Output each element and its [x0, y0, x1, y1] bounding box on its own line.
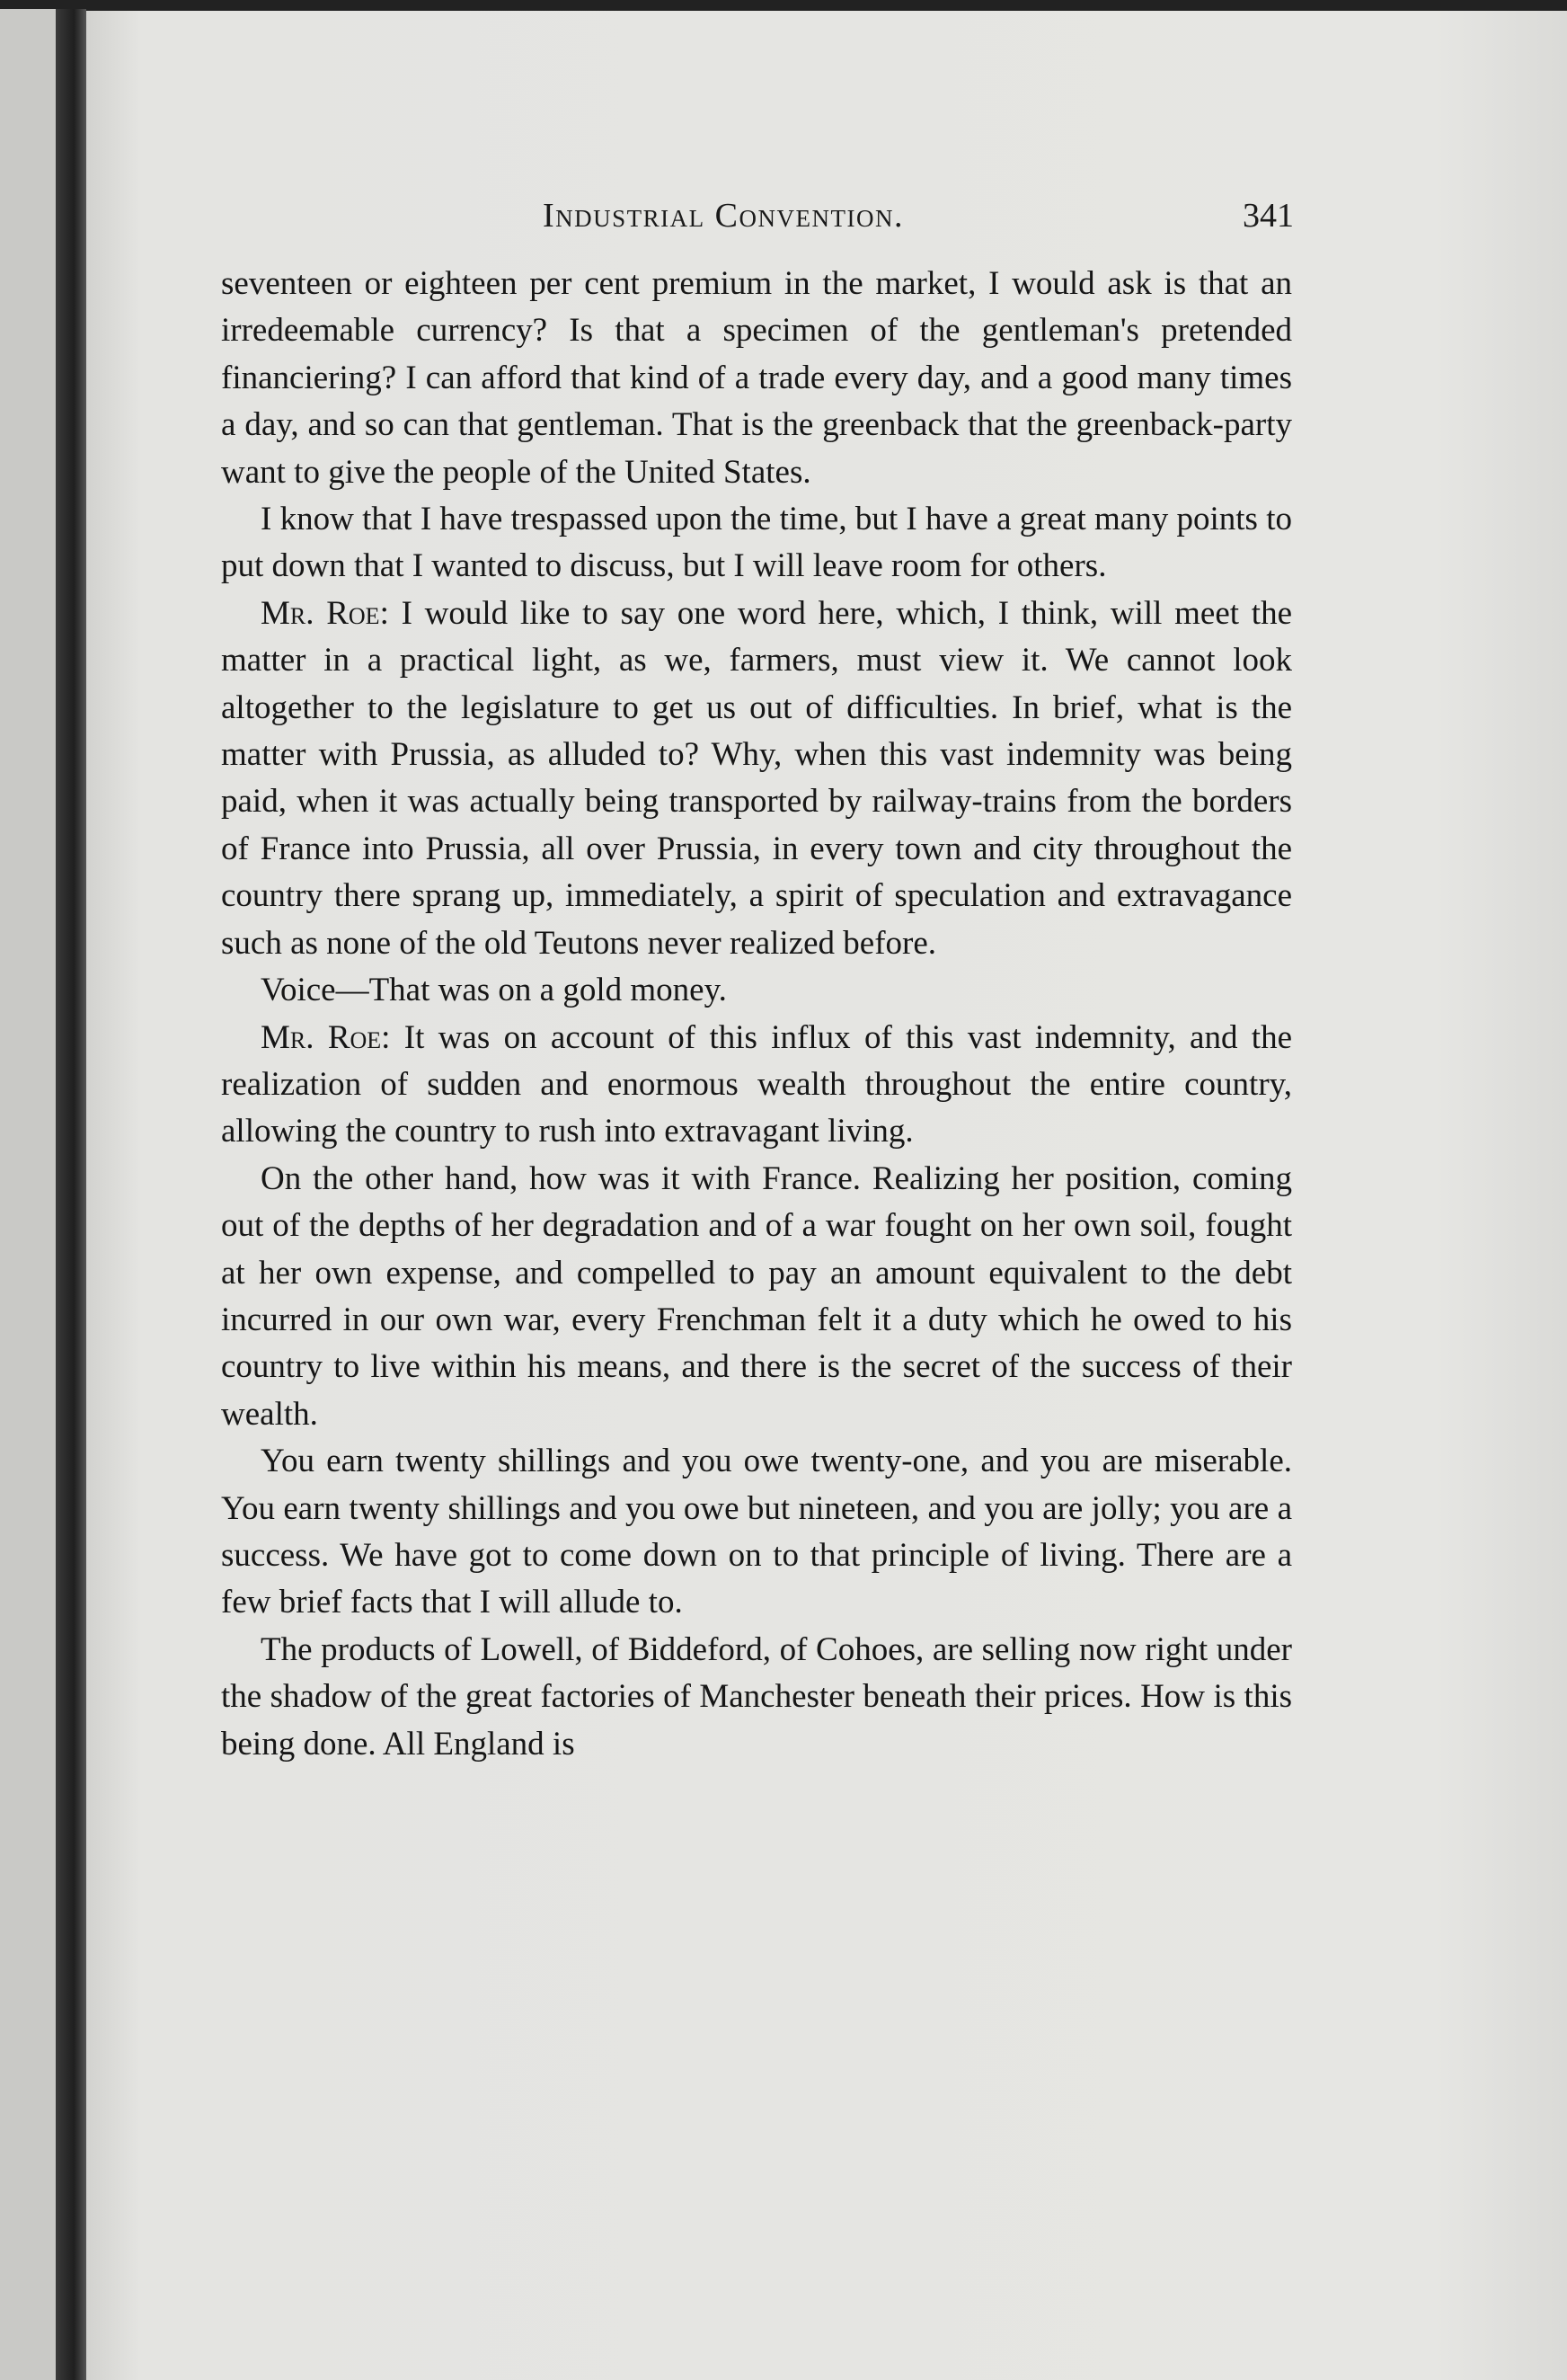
speaker-label: Mr. Roe:: [261, 1018, 391, 1056]
paragraph-text: I would like to say one word here, which, I think, will meet the matter in a practical light, as we, farmers, must view it. We cannot look altogether to the legislature to get us out of difficulties. In brief, what is the matter with Prussia, as alluded to? Why, when this vast indemnity was being paid, when it was actually being transported by railway-trains from the borders of France into Prussia, all over Prussia, in every town and city throughout the country there sprang up, immediately, a spirit of speculation and extravagance such as none of the old Teutons never realized before.: [221, 594, 1292, 962]
paragraph-8: [221, 1627, 1292, 1768]
paragraph-text: Voice—That was on a gold money.: [261, 972, 727, 1009]
paragraph-text: I know that I have trespassed upon the time, but I have a great many points to put down that I wanted to discuss, but I will leave room for others.: [221, 501, 1292, 585]
scan-left-margin: [0, 9, 56, 2380]
paragraph-5: [221, 1015, 1292, 1156]
paragraph-text: The products of Lowell, of Biddeford, of Cohoes, are selling now right under the shadow of the great factories of Manchester beneath their prices. How is this being done. All England is: [221, 1630, 1292, 1763]
scan-top-edge: [0, 0, 1567, 11]
body-text: [221, 261, 1292, 1768]
paragraph-2: [221, 496, 1292, 591]
page-header: [543, 196, 1294, 243]
paragraph-text: You earn twenty shillings and you owe twenty-one, and you are miserable. You earn twenty shillings and you owe but nineteen, and you are jolly; you are a success. We have got to come down on to that principle of living. There are a few brief facts that I will allude to.: [221, 1443, 1292, 1621]
speaker-label: Mr. Roe:: [261, 594, 389, 632]
paragraph-text: It was on account of this influx of this vast indemnity, and the realization of sudden and enormous wealth throughout the entire country, allowing the country to rush into extravagant living.: [221, 1018, 1293, 1150]
running-head: Industrial Convention.: [543, 197, 904, 235]
paragraph-4: [221, 967, 1292, 1014]
paragraph-6: [221, 1156, 1292, 1438]
book-binding-shadow: [56, 9, 86, 2380]
paragraph-text: seventeen or eighteen per cent premium in the market, I would ask is that an irredeemable currency? Is that a specimen of the gentleman's pretended financiering? I can afford that kind of a trade every day, and a good many times a day, and so can that gentleman. That is the greenback that the greenback-party want to give the people of the United States.: [221, 265, 1292, 491]
page-number: 341: [1243, 197, 1294, 235]
paragraph-text: On the other hand, how was it with France. Realizing her position, coming out of the depths of her degradation and of a war fought on her own soil, fought at her own expense, and compelled to pay an amount equivalent to the debt incurred in our own war, every Frenchman felt it a duty which he owed to his country to live within his means, and there is the secret of the success of their wealth.: [221, 1159, 1292, 1433]
paragraph-7: [221, 1438, 1292, 1627]
paragraph-1: [221, 261, 1292, 496]
paragraph-3: [221, 591, 1292, 967]
